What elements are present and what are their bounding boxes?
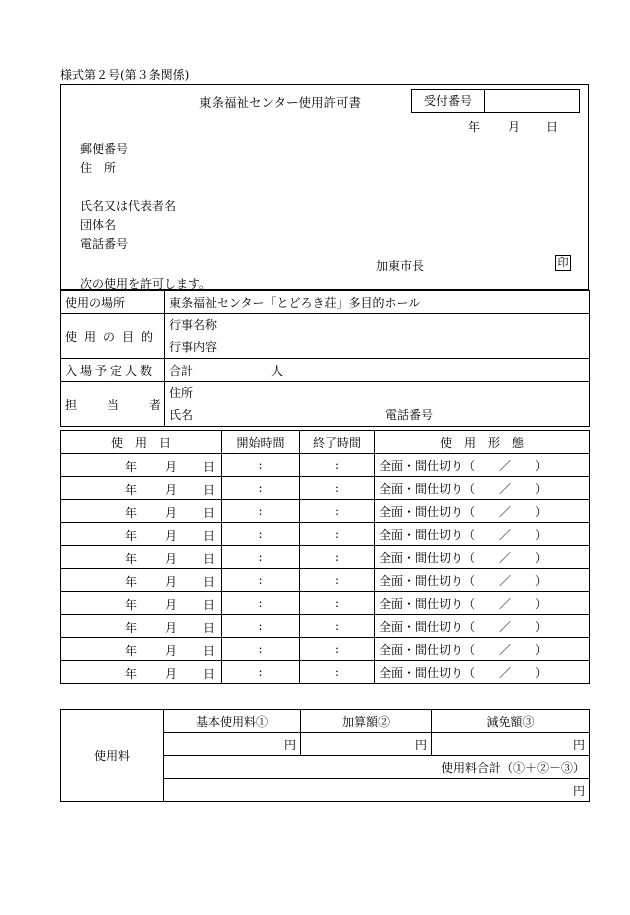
usage-date-month: 月 (165, 506, 178, 520)
group-name-label: 団体名 (80, 218, 117, 232)
schedule-row (61, 454, 590, 477)
receipt-number-box (411, 89, 580, 113)
usage-form-cell[interactable]: 全面・間仕切り（ ／ ） (375, 500, 590, 523)
phone-number-label: 電話番号 (80, 237, 129, 251)
usage-form-cell[interactable]: 全面・間仕切り（ ／ ） (375, 569, 590, 592)
reduction-fee-yen: 円 (432, 733, 590, 756)
usage-form-cell[interactable]: 全面・間仕切り（ ／ ） (375, 638, 590, 661)
schedule-header-row (61, 431, 590, 454)
schedule-header-date: 使 用 日 (61, 431, 222, 454)
usage-date-month: 月 (165, 460, 178, 474)
event-name-label: 行事名称 (169, 318, 218, 332)
usage-details-table (60, 290, 590, 427)
issuer-name: 加東市長 (376, 259, 425, 273)
usage-date-day: 日 (203, 529, 216, 543)
schedule-row (61, 477, 590, 500)
schedule-header-form: 使 用 形 態 (375, 431, 590, 454)
usage-date-day: 日 (203, 460, 216, 474)
usage-form-cell[interactable]: 全面・間仕切り（ ／ ） (375, 546, 590, 569)
usage-date-day: 日 (203, 552, 216, 566)
end-time-cell[interactable]: : (300, 569, 375, 592)
usage-date-month: 月 (165, 667, 178, 681)
usage-date-cell[interactable] (61, 638, 222, 661)
usage-date-cell[interactable] (61, 454, 222, 477)
usage-date-year: 年 (125, 598, 138, 612)
usage-date-cell[interactable] (61, 546, 222, 569)
end-time-cell[interactable]: : (300, 477, 375, 500)
schedule-row (61, 615, 590, 638)
receipt-number-label: 受付番号 (412, 90, 485, 112)
schedule-row (61, 638, 590, 661)
usage-place-label: 使用の場所 (65, 295, 126, 310)
usage-date-cell[interactable] (61, 661, 222, 684)
usage-date-day: 日 (203, 621, 216, 635)
person-in-charge-label: 担当者 (65, 397, 192, 412)
seal-icon: 印 (555, 255, 571, 271)
address-label: 住 所 (80, 161, 117, 175)
attendance-total-label: 合計 (169, 363, 194, 378)
start-time-cell[interactable]: : (222, 592, 300, 615)
fee-label: 使用料 (61, 710, 164, 802)
date-day-label: 日 (546, 120, 559, 134)
start-time-cell[interactable]: : (222, 477, 300, 500)
end-time-cell[interactable]: : (300, 592, 375, 615)
attendance-label: 入場予定人数 (65, 363, 156, 378)
usage-date-year: 年 (125, 529, 138, 543)
usage-date-year: 年 (125, 667, 138, 681)
pic-phone-label: 電話番号 (385, 408, 434, 422)
end-time-cell[interactable]: : (300, 500, 375, 523)
schedule-row (61, 661, 590, 684)
usage-date-month: 月 (165, 552, 178, 566)
usage-form-cell[interactable]: 全面・間仕切り（ ／ ） (375, 661, 590, 684)
usage-date-cell[interactable] (61, 615, 222, 638)
person-in-charge-row (61, 382, 590, 427)
schedule-row (61, 546, 590, 569)
usage-date-year: 年 (125, 460, 138, 474)
usage-date-year: 年 (125, 621, 138, 635)
attendance-row (61, 359, 590, 382)
attendance-unit: 人 (271, 363, 284, 378)
start-time-cell[interactable]: : (222, 615, 300, 638)
end-time-cell[interactable]: : (300, 661, 375, 684)
schedule-row (61, 569, 590, 592)
usage-form-cell[interactable]: 全面・間仕切り（ ／ ） (375, 477, 590, 500)
event-content-label: 行事内容 (169, 340, 218, 354)
usage-purpose-label: 使用の目的 (65, 329, 161, 344)
basic-fee-label: 基本使用料① (164, 710, 301, 733)
usage-date-year: 年 (125, 506, 138, 520)
end-time-cell[interactable]: : (300, 454, 375, 477)
seal-mark (555, 255, 571, 271)
addition-fee-label: 加算額② (301, 710, 432, 733)
usage-date-cell[interactable] (61, 523, 222, 546)
usage-date-cell[interactable] (61, 569, 222, 592)
end-time-cell[interactable]: : (300, 546, 375, 569)
fee-total-label: 使用料合計（①＋②－③） (164, 756, 590, 779)
addition-fee-yen: 円 (301, 733, 432, 756)
receipt-number-field[interactable] (485, 90, 583, 112)
usage-purpose-row (61, 314, 590, 359)
start-time-cell[interactable]: : (222, 569, 300, 592)
document-title: 東条福祉センター使用許可書 (199, 95, 362, 110)
basic-fee-yen: 円 (164, 733, 301, 756)
schedule-header-end: 終了時間 (300, 431, 375, 454)
end-time-cell[interactable]: : (300, 638, 375, 661)
start-time-cell[interactable]: : (222, 546, 300, 569)
usage-place-row (61, 291, 590, 314)
usage-date-month: 月 (165, 644, 178, 658)
usage-date-day: 日 (203, 667, 216, 681)
reduction-fee-label: 減免額③ (432, 710, 590, 733)
usage-date-day: 日 (203, 506, 216, 520)
usage-form-cell[interactable]: 全面・間仕切り（ ／ ） (375, 454, 590, 477)
usage-date-day: 日 (203, 575, 216, 589)
schedule-header-start: 開始時間 (222, 431, 300, 454)
permit-header-frame (60, 84, 589, 290)
end-time-cell[interactable]: : (300, 615, 375, 638)
start-time-cell[interactable]: : (222, 638, 300, 661)
schedule-row (61, 523, 590, 546)
schedule-row (61, 500, 590, 523)
usage-date-month: 月 (165, 483, 178, 497)
start-time-cell[interactable]: : (222, 500, 300, 523)
schedule-table (60, 430, 590, 684)
pic-name-label: 氏名 (169, 408, 194, 422)
usage-date-year: 年 (125, 644, 138, 658)
pic-address-label: 住所 (169, 386, 194, 400)
end-time-cell[interactable]: : (300, 523, 375, 546)
representative-name-label: 氏名又は代表者名 (80, 199, 177, 213)
usage-date-month: 月 (165, 598, 178, 612)
fee-table (60, 709, 590, 802)
usage-date-day: 日 (203, 644, 216, 658)
usage-date-year: 年 (125, 552, 138, 566)
usage-date-year: 年 (125, 483, 138, 497)
date-year-label: 年 (468, 120, 481, 134)
schedule-row (61, 592, 590, 615)
usage-date-year: 年 (125, 575, 138, 589)
postal-code-label: 郵便番号 (80, 142, 129, 156)
usage-date-month: 月 (165, 575, 178, 589)
usage-form-cell[interactable]: 全面・間仕切り（ ／ ） (375, 615, 590, 638)
start-time-cell[interactable]: : (222, 661, 300, 684)
usage-date-cell[interactable] (61, 477, 222, 500)
usage-form-cell[interactable]: 全面・間仕切り（ ／ ） (375, 523, 590, 546)
date-month-label: 月 (508, 120, 521, 134)
permit-statement: 次の使用を許可します。 (80, 277, 212, 291)
fee-total-yen: 円 (164, 779, 590, 802)
usage-date-month: 月 (165, 621, 178, 635)
usage-date-month: 月 (165, 529, 178, 543)
usage-form-cell[interactable]: 全面・間仕切り（ ／ ） (375, 592, 590, 615)
schedule-rows (61, 454, 590, 684)
usage-place-value: 東条福祉センター「とどろき荘」多目的ホール (165, 291, 590, 314)
start-time-cell[interactable]: : (222, 454, 300, 477)
usage-date-day: 日 (203, 483, 216, 497)
usage-date-day: 日 (203, 598, 216, 612)
usage-date-cell[interactable] (61, 500, 222, 523)
form-number: 様式第２号(第３条関係) (60, 68, 190, 82)
usage-date-cell[interactable] (61, 592, 222, 615)
start-time-cell[interactable]: : (222, 523, 300, 546)
